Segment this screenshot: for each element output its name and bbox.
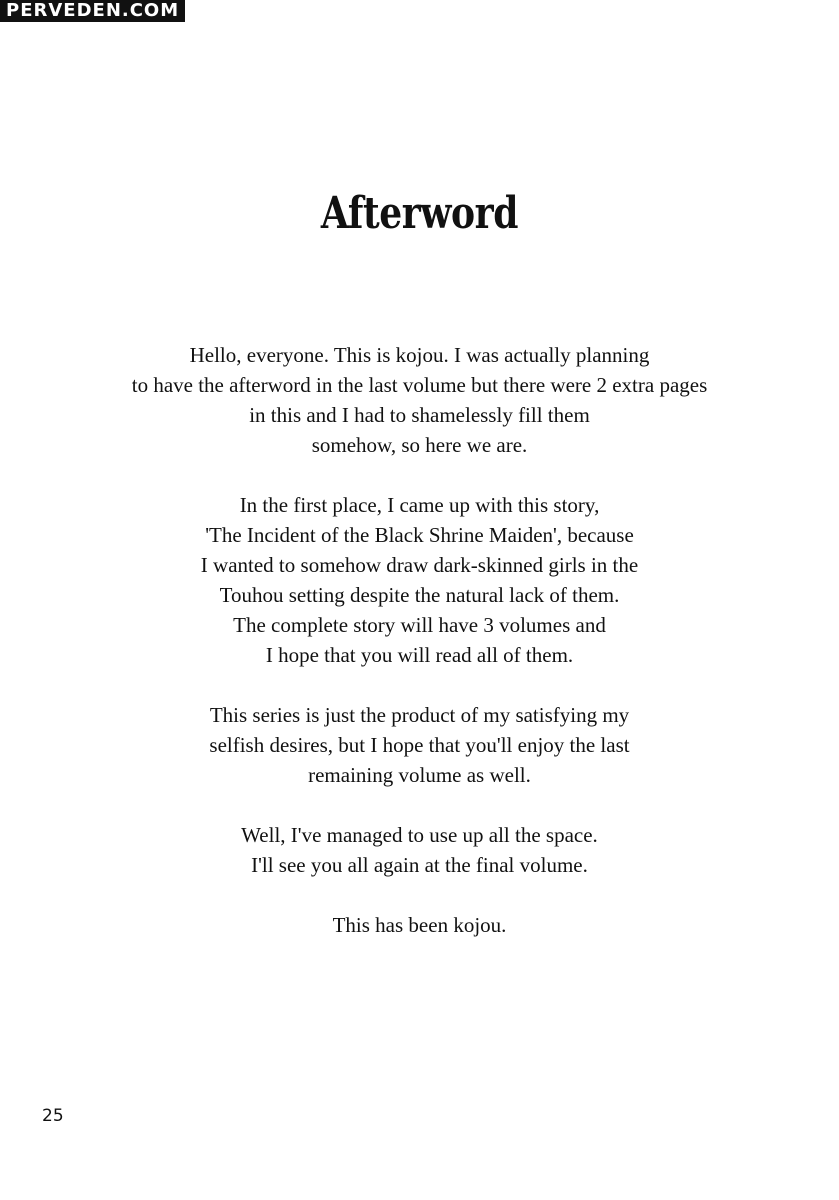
text-line: This series is just the product of my satisfying my xyxy=(209,703,630,727)
text-line: I hope that you will read all of them. xyxy=(265,643,574,667)
paragraph-3 xyxy=(40,700,799,790)
afterword-body xyxy=(40,340,799,970)
paragraph-4 xyxy=(40,820,799,880)
watermark-logo: PERVEDEN.COM xyxy=(0,0,185,22)
paragraph-2 xyxy=(40,490,799,670)
text-line: to have the afterword in the last volume but there were 2 extra pages xyxy=(131,373,708,397)
text-line: Well, I've managed to use up all the space. xyxy=(241,823,598,847)
text-line: In the first place, I came up with this story, xyxy=(239,493,600,517)
paragraph-5 xyxy=(40,910,799,940)
page-number: 25 xyxy=(42,1106,64,1126)
text-line: somehow, so here we are. xyxy=(311,433,528,457)
text-line: selfish desires, but I hope that you'll enjoy the last xyxy=(209,733,630,757)
text-line: 'The Incident of the Black Shrine Maiden', because xyxy=(205,523,634,547)
text-line: Touhou setting despite the natural lack of them. xyxy=(219,583,620,607)
text-line: The complete story will have 3 volumes and xyxy=(233,613,606,637)
text-line: remaining volume as well. xyxy=(308,763,531,787)
page-title: Afterword xyxy=(320,188,519,239)
text-line: This has been kojou. xyxy=(332,913,507,937)
paragraph-1 xyxy=(40,340,799,460)
text-line: I'll see you all again at the final volume. xyxy=(251,853,588,877)
text-line: in this and I had to shamelessly fill them xyxy=(249,403,590,427)
text-line: I wanted to somehow draw dark-skinned girls in the xyxy=(200,553,639,577)
text-line: Hello, everyone. This is kojou. I was actually planning xyxy=(189,343,650,367)
